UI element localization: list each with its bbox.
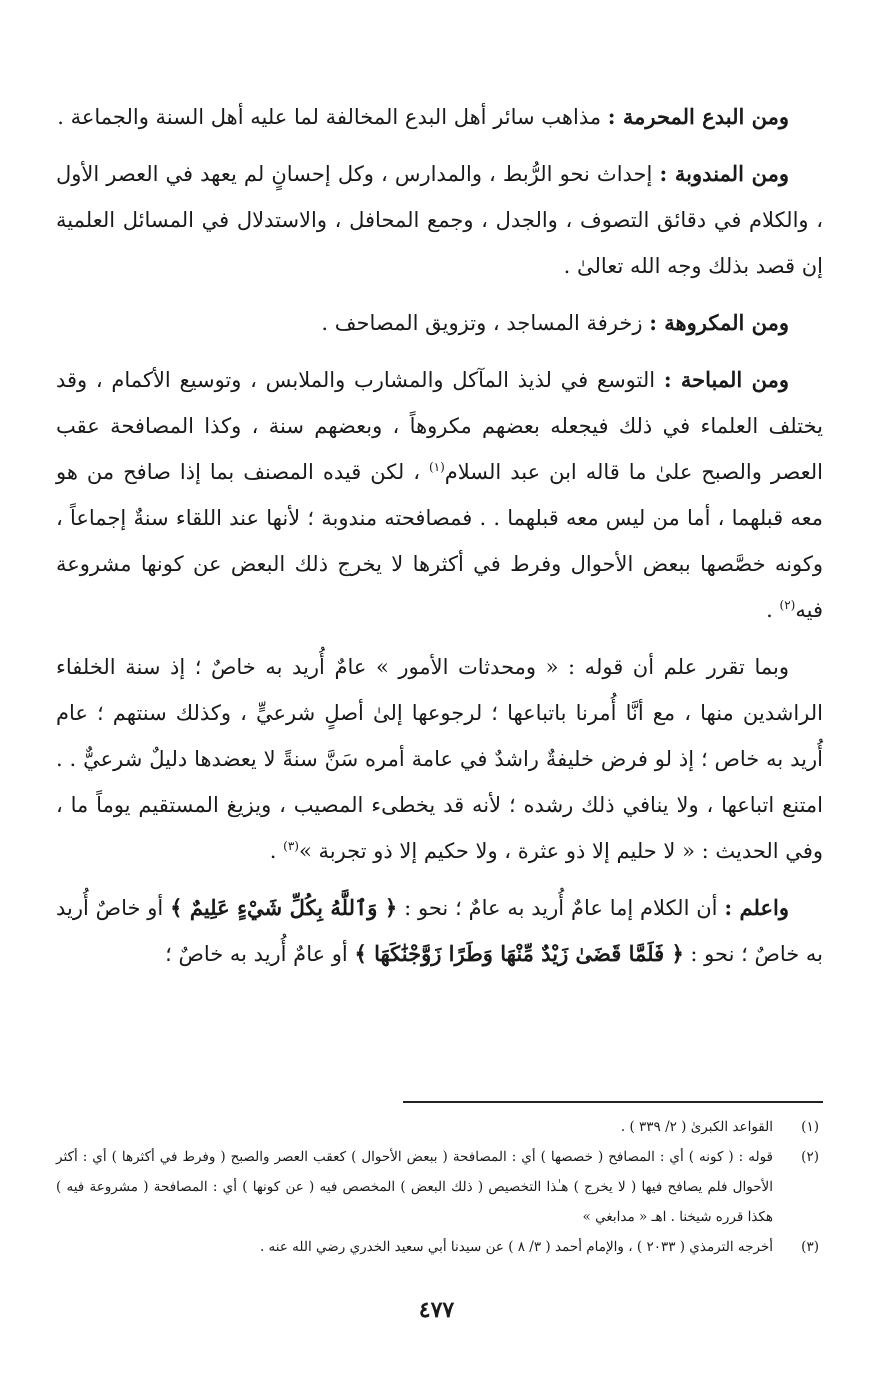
paragraph-text: أو عامٌ أُريد به خاصٌ ؛ bbox=[165, 942, 355, 966]
footnote-separator bbox=[403, 1101, 823, 1103]
paragraph-bida-muharrama bbox=[56, 94, 823, 140]
footnote bbox=[56, 1112, 823, 1142]
footnote-number: (٢) bbox=[801, 1149, 819, 1165]
paragraph-text: ، لكن قيده المصنف بما إذا صافح من هو معه قبلهما ، أما من ليس معه قبلهما . . فمصافحته مندوبة ؛ لأنها عند اللقاء سنةٌ إجماعاً ، وكونه خصَّصها ببعض الأحوال وفرط في أكثرها لا يخرج ذلك البعض عن كونها مشروعة فيه bbox=[56, 460, 823, 622]
paragraph-text: زخرفة المساجد ، وتزويق المصاحف . bbox=[321, 311, 650, 335]
paragraph-mubaha bbox=[56, 357, 823, 633]
paragraph-lead: ومن البدع المحرمة : bbox=[607, 104, 789, 129]
paragraph-muhdathat bbox=[56, 644, 823, 874]
paragraph-lead: واعلم : bbox=[724, 895, 789, 920]
page-number: ٤٧٧ bbox=[418, 1297, 455, 1323]
footnote bbox=[56, 1232, 823, 1262]
footnote-number: (٣) bbox=[801, 1239, 819, 1255]
paragraph-lead: ومن المباحة : bbox=[663, 367, 789, 392]
main-text bbox=[56, 94, 823, 988]
footnote-text: أخرجه الترمذي ( ٢٠٣٣ ) ، والإمام أحمد ( ٣/ ٨ ) عن سيدنا أبي سعيد الخدري رضي الله عنه . bbox=[259, 1239, 773, 1255]
footnote-number: (١) bbox=[801, 1119, 819, 1135]
quran-verse: ﴿ فَلَمَّا قَضَىٰ زَيْدٌ مِّنْهَا وَطَرًا زَوَّجْنَٰكَهَا ﴾ bbox=[354, 941, 684, 966]
footnote-ref-3[interactable]: (٣) bbox=[283, 839, 299, 853]
footnotes bbox=[56, 1112, 823, 1262]
footnote-ref-1[interactable]: (١) bbox=[428, 460, 445, 474]
footnote-text: القواعد الكبرىٰ ( ٢/ ٣٣٩ ) . bbox=[620, 1119, 773, 1135]
paragraph-text: إحداث نحو الرُّبط ، والمدارس ، وكل إحسانٍ لم يعهد في العصر الأول ، والكلام في دقائق التصوف ، والجدل ، وجمع المحافل ، والاستدلال في المسائل العلمية إن قصد بذلك وجه الله تعالىٰ . bbox=[56, 162, 823, 278]
footnote-ref-2[interactable]: (٢) bbox=[779, 598, 796, 612]
paragraph-text: . bbox=[766, 598, 780, 622]
paragraph-text: وبما تقرر علم أن قوله : « ومحدثات الأمور » عامٌ أُريد به خاصٌ ؛ إذ سنة الخلفاء الراشدين منها ، مع أنَّا أُمرنا باتباعها ؛ لرجوعها إلىٰ أصلٍ شرعيٍّ ، وكذلك سنتهم ؛ عام أُريد به خاص ؛ إذ لو فرض خليفةٌ راشدٌ في عامة أمره سَنَّ سنةً لا يعضدها دليلٌ شرعيٌّ . . امتنع اتباعها ، ولا ينافي ذلك رشده ؛ لأنه قد يخطىء المصيب ، ويزيغ المستقيم يوماً ما ، وفي الحديث : « لا حليم إلا ذو عثرة ، ولا حكيم إلا ذو تجربة » bbox=[56, 655, 823, 863]
paragraph-lead: ومن المندوبة : bbox=[659, 161, 789, 186]
paragraph-lead: ومن المكروهة : bbox=[649, 310, 789, 335]
quran-verse: ﴿ وَٱللَّهُ بِكُلِّ شَيْءٍ عَلِيمٌ ﴾ bbox=[170, 895, 398, 920]
footnote bbox=[56, 1142, 823, 1232]
paragraph-makrouha bbox=[56, 300, 823, 346]
paragraph-mandouba bbox=[56, 151, 823, 289]
paragraph-text: أن الكلام إما عامٌ أُريد به عامٌ ؛ نحو : bbox=[397, 896, 725, 920]
paragraph-text: التوسع في لذيذ المآكل والمشارب والملابس ، وتوسيع الأكمام ، وقد يختلف العلماء في ذلك فيجعله بعضهم مكروهاً ، وبعضهم سنة ، وكذا المصافحة عقب العصر والصبح علىٰ ما قاله ابن عبد السلام bbox=[56, 368, 823, 484]
paragraph-text: أو خاصٌ أُريد به خاصٌ ؛ نحو : bbox=[56, 896, 823, 966]
paragraph-text: . bbox=[269, 839, 284, 863]
paragraph-iilam bbox=[56, 885, 823, 977]
paragraph-text: مذاهب سائر أهل البدع المخالفة لما عليه أهل السنة والجماعة . bbox=[57, 105, 608, 129]
footnote-text: قوله : ( كونه ) أي : المصافح ( خصصها ) أي : المصافحة ( ببعض الأحوال ) كعقب العصر والصبح ( وفرط في أكثرها ) أي : أكثر الأحوال فلم يصافح فيها ( لا يخرج ) هـٰذا التخصيص ( ذلك البعض ) المخصص فيه ( عن كونها ) أي : المصافحة ( مشروعة فيه ) هكذا قرره شيخنا . اهـ « مدابغي » bbox=[56, 1149, 773, 1225]
